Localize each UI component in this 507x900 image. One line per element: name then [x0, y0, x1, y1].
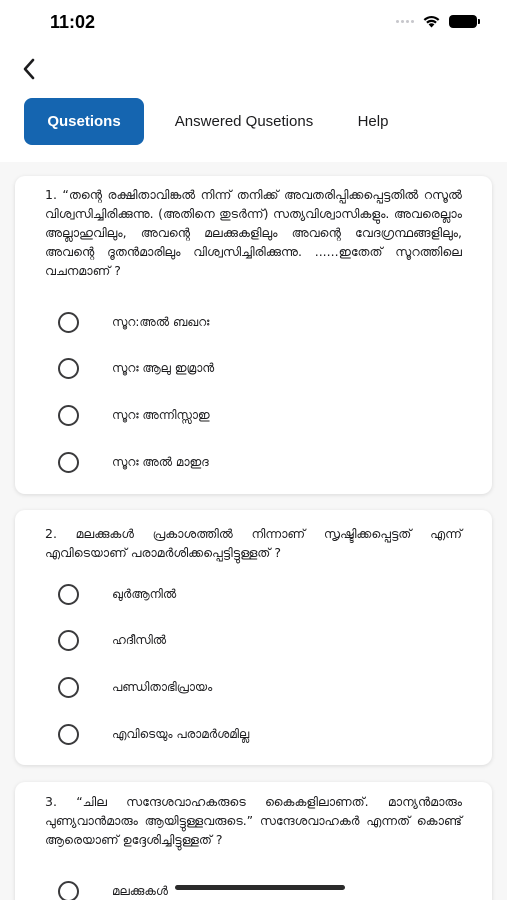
question-text: 1. “തന്റെ രക്ഷിതാവിങ്കൽ നിന്ന് തനിക്ക് അവതരിപ്പിക്കപ്പെട്ടതിൽ റസൂൽ വിശ്വസിച്ചിരിക്കുന്നു. (അതിനെ തുടർന്ന്) സത്യവിശ്വാസികളും. അവരെല്ലാം അല്ലാഹുവിലും, അവന്റെ മലക്കുകളിലും അവന്റെ വേദഗ്രന്ഥങ്ങളിലും, അവന്റെ ദൂതൻമാരിലും വിശ്വസിച്ചിരിക്കുന്നു. ......ഇതേത് സൂറത്തിലെ വചനമാണ് ? [45, 187, 462, 278]
tab-bar [24, 98, 398, 145]
answer-option[interactable] [58, 580, 176, 608]
radio-button[interactable] [58, 358, 79, 379]
status-bar [0, 0, 507, 46]
status-time: 11:02 [50, 12, 96, 32]
radio-button[interactable] [58, 677, 79, 698]
option-label: ഹദീസിൽ [112, 632, 167, 647]
radio-button[interactable] [58, 312, 79, 333]
home-indicator [175, 885, 345, 890]
answer-option[interactable] [58, 673, 212, 701]
tab-answered-questions[interactable]: Answered Qusetions [174, 113, 314, 130]
question-list[interactable] [0, 162, 507, 900]
answer-option[interactable] [58, 626, 166, 654]
option-label: സൂറഃ അന്നിസ്സാഇ [112, 407, 210, 422]
option-label: സൂറ:അൽ ബഖറഃ [112, 314, 210, 329]
option-label: സൂറഃ അൽ മാഇദ [112, 454, 209, 469]
cellular-dots-icon [396, 20, 414, 23]
back-button[interactable] [12, 52, 46, 86]
question-text: 3. “ചില സന്ദേശവാഹകരുടെ കൈകളിലാണത്. മാന്യൻമാരും പുണ്യവാൻമാരും ആയിട്ടുള്ളവരുടെ.” സന്ദേശവാഹകർ എന്നത് കൊണ്ട് ആരെയാണ് ഉദ്ദേശിച്ചിട്ടുള്ളത് ? [45, 794, 462, 847]
question-text: 2. മലക്കുകൾ പ്രകാശത്തിൽ നിന്നാണ് സൃഷ്ടിക്കപ്പെട്ടത് എന്ന് എവിടെയാണ് പരാമർശിക്കപ്പെട്ടിട്ടുള്ളത് ? [45, 526, 462, 560]
question-card [15, 782, 492, 900]
radio-button[interactable] [58, 630, 79, 651]
radio-button[interactable] [58, 405, 79, 426]
radio-button[interactable] [58, 452, 79, 473]
answer-option[interactable] [58, 308, 209, 336]
radio-button[interactable] [58, 724, 79, 745]
wifi-icon [422, 14, 441, 28]
option-label: മലക്കുകൾ [112, 883, 168, 898]
radio-button[interactable] [58, 584, 79, 605]
tab-help[interactable]: Help [357, 113, 389, 130]
chevron-left-icon [21, 57, 37, 81]
answer-option[interactable] [58, 354, 214, 382]
answer-option[interactable] [58, 877, 168, 900]
option-label: പണ്ഡിതാഭിപ്രായം [112, 679, 213, 694]
question-card [15, 510, 492, 765]
option-label: സൂറഃ ആലു ഇമ്രാൻ [112, 360, 215, 375]
option-label: ഖുർആനിൽ [112, 586, 177, 601]
battery-icon [449, 15, 477, 28]
tab-questions[interactable]: Qusetions [24, 98, 144, 145]
option-label: എവിടെയും പരാമർശമില്ല [112, 726, 250, 741]
answer-option[interactable] [58, 720, 249, 748]
status-icons [396, 14, 477, 28]
question-card [15, 176, 492, 494]
answer-option[interactable] [58, 401, 210, 429]
answer-option[interactable] [58, 448, 209, 476]
radio-button[interactable] [58, 881, 79, 900]
